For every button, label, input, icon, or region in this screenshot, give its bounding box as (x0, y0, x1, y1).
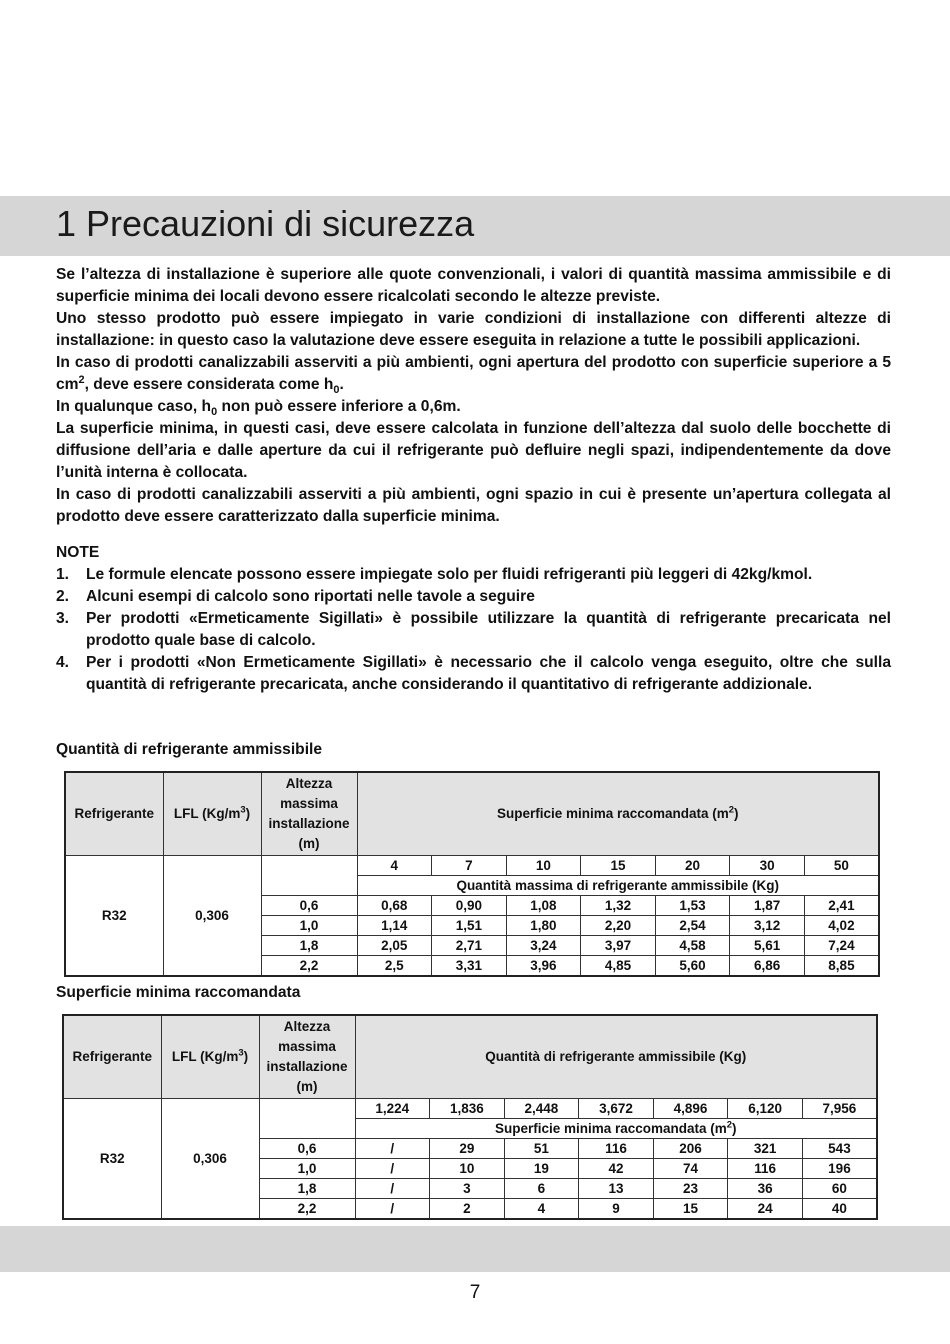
table-cell: 196 (802, 1159, 877, 1179)
note-item: 2. Alcuni esempi di calcolo sono riportati nelle tavole a seguire (56, 588, 535, 605)
group-header: Superficie minima raccomandata $(m^2)$ (357, 772, 879, 856)
table-cell: 1,08 (506, 896, 581, 916)
column-value: 20 (655, 856, 730, 876)
table-cell: 543 (802, 1139, 877, 1159)
table-cell: 116 (579, 1139, 654, 1159)
table-cell: 1,32 (581, 896, 656, 916)
table-cell: 1,87 (730, 896, 805, 916)
paragraph: Uno stesso prodotto può essere impiegato in varie condizioni di installazione con differenti altezze di installazione: in questo caso la valutazione deve essere eseguita in relazione a tutte le possibili applicazioni. (56, 310, 891, 349)
column-value: 3,672 (579, 1099, 654, 1119)
table-row (65, 856, 879, 876)
table-cell: 3,96 (506, 956, 581, 977)
table-cell: 74 (653, 1159, 728, 1179)
table-cell: 0,90 (432, 896, 507, 916)
table-cell: 2,20 (581, 916, 656, 936)
table-cell: 5,60 (655, 956, 730, 977)
column-value: 50 (804, 856, 879, 876)
table-cell: / (355, 1179, 430, 1199)
cell-lfl: 0,306 (163, 856, 261, 977)
table-cell: 1,14 (357, 916, 432, 936)
col-header-lfl: LFL $(Kg/m^3)$ (163, 772, 261, 856)
table-cell: 6,86 (730, 956, 805, 977)
paragraph: In caso di prodotti canalizzabili asserviti a più ambienti, ogni spazio in cui è presente un’apertura collegata al prodotto deve essere caratterizzato dalla superficie minima. (56, 486, 891, 525)
table-cell: 36 (728, 1179, 803, 1199)
table-cell: 4,58 (655, 936, 730, 956)
column-value: 30 (730, 856, 805, 876)
column-value: 4 (357, 856, 432, 876)
cell-lfl: 0,306 (161, 1099, 259, 1220)
table-cell: 15 (653, 1199, 728, 1220)
table-cell: 5,61 (730, 936, 805, 956)
table-cell: 7,24 (804, 936, 879, 956)
table-cell: 2 (430, 1199, 505, 1220)
table-cell: 60 (802, 1179, 877, 1199)
table-cell: 321 (728, 1139, 803, 1159)
group-header: Quantità di refrigerante ammissibile (Kg) (355, 1015, 877, 1099)
notes-list (56, 564, 891, 696)
table-cell: 4 (504, 1199, 579, 1220)
table-cell: 23 (653, 1179, 728, 1199)
table-cell: 13 (579, 1179, 654, 1199)
column-value: 7,956 (802, 1099, 877, 1119)
table-cell: 6 (504, 1179, 579, 1199)
table-cell: 3,97 (581, 936, 656, 956)
notes-title: NOTE (56, 544, 100, 561)
table-cell: / (355, 1139, 430, 1159)
table-cell: 29 (430, 1139, 505, 1159)
table-cell: 2,54 (655, 916, 730, 936)
cell-refrigerant: R32 (65, 856, 163, 977)
table-cell: 4,85 (581, 956, 656, 977)
table-header-row (63, 1015, 877, 1099)
column-value: 6,120 (728, 1099, 803, 1119)
table-cell: 206 (653, 1139, 728, 1159)
cell-height: 1,0 (261, 916, 357, 936)
table2-caption: Superficie minima raccomandata (56, 984, 301, 1001)
table-cell: 3 (430, 1179, 505, 1199)
column-value: 7 (432, 856, 507, 876)
table-cell: 116 (728, 1159, 803, 1179)
page-title: 1 Precauzioni di sicurezza (56, 203, 475, 244)
table-cell: 1,80 (506, 916, 581, 936)
cell-refrigerant: R32 (63, 1099, 161, 1220)
table-cell: 3,31 (432, 956, 507, 977)
column-value: 1,836 (430, 1099, 505, 1119)
table-cell: 2,71 (432, 936, 507, 956)
cell-height: 0,6 (259, 1139, 355, 1159)
table-cell: 2,5 (357, 956, 432, 977)
cell-height: 1,8 (259, 1179, 355, 1199)
page-number: 7 (469, 1282, 481, 1303)
col-header-refrigerante: Refrigerante (63, 1015, 161, 1099)
table-cell: / (355, 1199, 430, 1220)
table-allowable-quantity (64, 771, 880, 977)
paragraph: In caso di prodotti canalizzabili asserviti a più ambienti, ogni apertura del prodotto con superficie superiore a 5 $cm^2$, deve essere considerata come $h_0$. (56, 354, 891, 397)
body-text (56, 264, 891, 696)
cell-height: 0,6 (261, 896, 357, 916)
table-cell: 2,41 (804, 896, 879, 916)
cell-height: 1,8 (261, 936, 357, 956)
table-cell: 51 (504, 1139, 579, 1159)
note-item: 1. Le formule elencate possono essere impiegate solo per fluidi refrigeranti più leggeri di 42kg/kmol. (56, 566, 813, 583)
table-cell: 1,53 (655, 896, 730, 916)
table-cell: 9 (579, 1199, 654, 1220)
table-cell: 1,51 (432, 916, 507, 936)
table1-caption: Quantità di refrigerante ammissibile (56, 741, 323, 758)
table-cell: 4,02 (804, 916, 879, 936)
paragraph: In qualunque caso, $h_0$ non può essere inferiore a 0,6m. (56, 398, 461, 419)
table-minimum-surface (62, 1014, 878, 1220)
note-item: 4. Per i prodotti «Non Ermeticamente Sigillati» è necessario che il calcolo venga eseguito, oltre che sulla quantità di refrigerante precaricata, anche considerando il quantitativo di refrigerante addizionale. (56, 654, 891, 693)
table-header-row (65, 772, 879, 856)
table-cell: 19 (504, 1159, 579, 1179)
paragraph: Se l’altezza di installazione è superiore alle quote convenzionali, i valori di quantità massima ammissibile e di superficie minima dei locali devono essere ricalcolati secondo le altezze previste. (56, 266, 891, 305)
footer-band (0, 1226, 950, 1272)
table-cell: 3,12 (730, 916, 805, 936)
cell-height: 2,2 (261, 956, 357, 977)
column-value: 1,224 (355, 1099, 430, 1119)
table-cell: 0,68 (357, 896, 432, 916)
table-cell: 42 (579, 1159, 654, 1179)
sub-header: Superficie minima raccomandata $(m^2)$ (355, 1119, 877, 1139)
column-value: 4,896 (653, 1099, 728, 1119)
table-cell: 8,85 (804, 956, 879, 977)
table-cell: 40 (802, 1199, 877, 1220)
col-header-altezza: Altezza massima installazione (m) (259, 1015, 355, 1099)
table-cell: 3,24 (506, 936, 581, 956)
table-cell: 2,05 (357, 936, 432, 956)
col-header-refrigerante: Refrigerante (65, 772, 163, 856)
col-header-lfl: LFL $(Kg/m^3)$ (161, 1015, 259, 1099)
cell-empty (261, 856, 357, 896)
table-cell: 10 (430, 1159, 505, 1179)
table-cell: 24 (728, 1199, 803, 1220)
paragraph: La superficie minima, in questi casi, deve essere calcolata in funzione dell’altezza dal suolo delle bocchette di diffusione dell’aria e dalle aperture da cui il refrigerante può defluire negli spazi, indipendentemente da dove l’unità interna è collocata. (56, 420, 891, 481)
col-header-altezza: Altezza massima installazione (m) (261, 772, 357, 856)
sub-header: Quantità massima di refrigerante ammissibile (Kg) (357, 876, 879, 896)
column-value: 2,448 (504, 1099, 579, 1119)
table-cell: / (355, 1159, 430, 1179)
cell-height: 1,0 (259, 1159, 355, 1179)
table-row (63, 1099, 877, 1119)
note-item: 3. Per prodotti «Ermeticamente Sigillati» è possibile utilizzare la quantità di refrigerante precaricata nel prodotto quale base di calcolo. (56, 610, 891, 649)
column-value: 10 (506, 856, 581, 876)
cell-empty (259, 1099, 355, 1139)
cell-height: 2,2 (259, 1199, 355, 1220)
column-value: 15 (581, 856, 656, 876)
